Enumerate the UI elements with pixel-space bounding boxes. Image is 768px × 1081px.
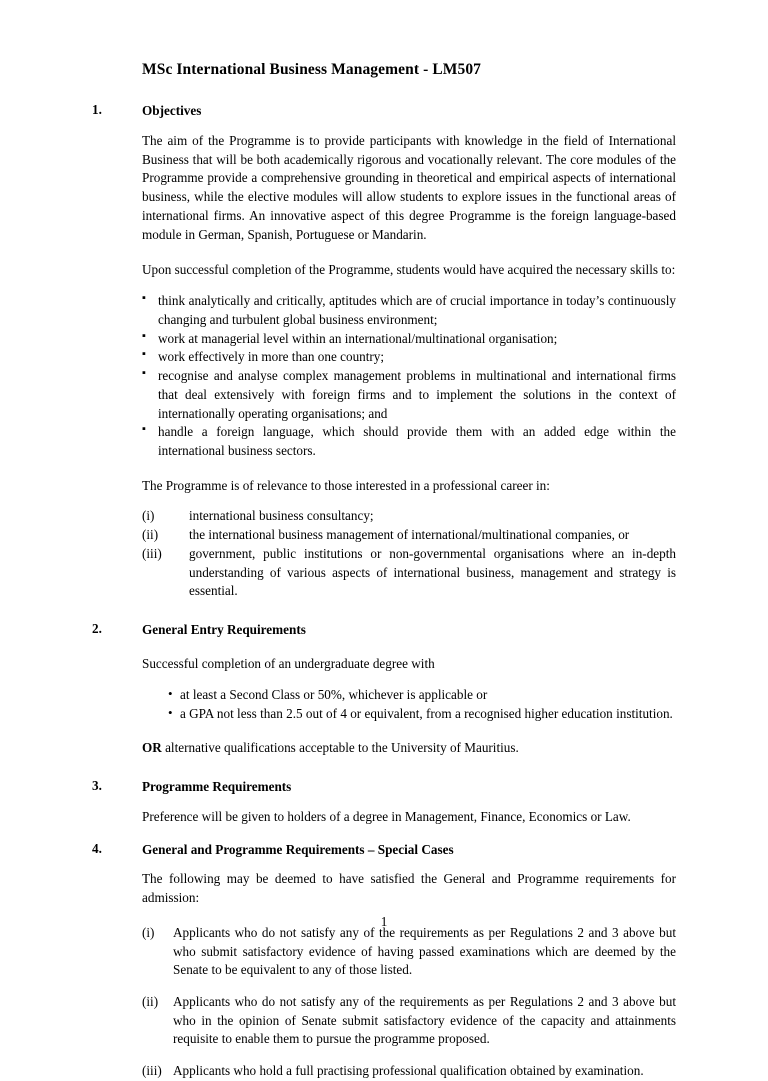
- list-item: [142, 507, 676, 526]
- skills-lead-paragraph: Upon successful completion of the Programme, students would have acquired the necessary skills to:: [142, 262, 676, 278]
- section-body: [142, 870, 676, 1081]
- entry-intro-paragraph: Successful completion of an undergraduate degree with: [142, 655, 435, 671]
- list-item: [142, 1062, 676, 1081]
- list-marker: (i): [142, 508, 155, 524]
- section-body: [142, 132, 676, 601]
- programme-requirements-paragraph: Preference will be given to holders of a degree in Management, Finance, Economics or Law.: [142, 808, 631, 824]
- section-number: 1.: [92, 102, 102, 118]
- list-item-text: Applicants who do not satisfy any of the requirements as per Regulations 2 and 3 above but who in the opinion of Senate submit satisfactory evidence of the capacity and attainments requisite to enable them to pursue the programme proposed.: [173, 994, 676, 1047]
- objectives-intro-paragraph: The aim of the Programme is to provide participants with knowledge in the field of International Business that will be both academically rigorous and vocationally relevant. The core modules of the Programme provide a comprehensive grounding in theoretical and empirical aspects of international business, while the elective modules will allow students to explore issues in the functional areas of international firms. An innovative aspect of this degree Programme is the foreign language-based module in German, Spanish, Portuguese or Mandarin.: [142, 132, 676, 242]
- list-item: ▪ recognise and analyse complex management problems in multinational and international firms that deal extensively with foreign firms and to implement the solutions in the context of internationally operating organisations; and: [142, 367, 676, 423]
- section-number: 3.: [92, 777, 102, 793]
- special-cases-intro-paragraph: The following may be deemed to have satisfied the General and Programme requirements for admission:: [142, 871, 676, 906]
- section-body: [142, 808, 676, 827]
- list-item: • a GPA not less than 2.5 out of 4 or equivalent, from a recognised higher education institution.: [168, 704, 676, 724]
- list-item: ▪ handle a foreign language, which should provide them with an added edge within the international business sectors.: [142, 423, 676, 460]
- list-marker: (iii): [142, 545, 162, 561]
- section-programme-requirements: [92, 778, 676, 827]
- section-special-cases: [92, 841, 676, 1081]
- section-body: [142, 655, 676, 758]
- section-heading: General Entry Requirements: [142, 622, 306, 638]
- list-marker: (iii): [142, 1063, 162, 1079]
- skills-list: [142, 292, 676, 461]
- list-marker: (ii): [142, 994, 159, 1010]
- list-item-text: Applicants who hold a full practising professional qualification obtained by examination.: [173, 1063, 644, 1079]
- list-item: [142, 924, 676, 980]
- section-general-entry-requirements: [92, 621, 676, 758]
- entry-criteria-list: [142, 685, 676, 725]
- list-item-text: government, public institutions or non-governmental organisations where an in-depth understanding of various aspects of international business, management and strategy is essential.: [189, 545, 676, 599]
- careers-list: [142, 507, 676, 601]
- list-marker: (i): [142, 924, 155, 940]
- list-item-text: the international business management of international/multinational companies, or: [189, 527, 630, 543]
- section-heading: Objectives: [142, 103, 202, 119]
- list-item: [142, 545, 676, 601]
- section-heading: General and Programme Requirements – Special Cases: [142, 841, 454, 857]
- list-item: ▪ think analytically and critically, aptitudes which are of crucial importance in today’s continuously changing and turbulent global business environment;: [142, 292, 676, 329]
- list-item: ▪ work effectively in more than one country;: [142, 348, 676, 367]
- list-item: • at least a Second Class or 50%, whichever is applicable or: [168, 685, 676, 705]
- section-heading: Programme Requirements: [142, 778, 292, 794]
- list-marker: (ii): [142, 527, 159, 543]
- list-item: [142, 526, 676, 545]
- section-number: 4.: [92, 840, 102, 856]
- alternative-text: alternative qualifications acceptable to the University of Mauritius.: [161, 740, 519, 756]
- alternative-prefix: OR: [142, 740, 162, 756]
- list-item-text: international business consultancy;: [189, 508, 374, 524]
- list-item: [142, 993, 676, 1049]
- special-cases-list: [142, 924, 676, 1081]
- section-number: 2.: [92, 621, 102, 637]
- page-number: 1: [380, 914, 388, 929]
- section-objectives: [92, 102, 676, 601]
- list-item-text: Applicants who do not satisfy any of the requirements as per Regulations 2 and 3 above but who submit satisfactory evidence of having passed examinations which are deemed by the Senate to be equivalent to any of those listed.: [173, 924, 676, 978]
- careers-lead-paragraph: The Programme is of relevance to those interested in a professional career in:: [142, 477, 550, 493]
- alternative-qualifications-paragraph: [142, 739, 676, 758]
- list-item: ▪ work at managerial level within an international/multinational organisation;: [142, 330, 676, 349]
- page-title: MSc International Business Management - LM507: [142, 61, 482, 78]
